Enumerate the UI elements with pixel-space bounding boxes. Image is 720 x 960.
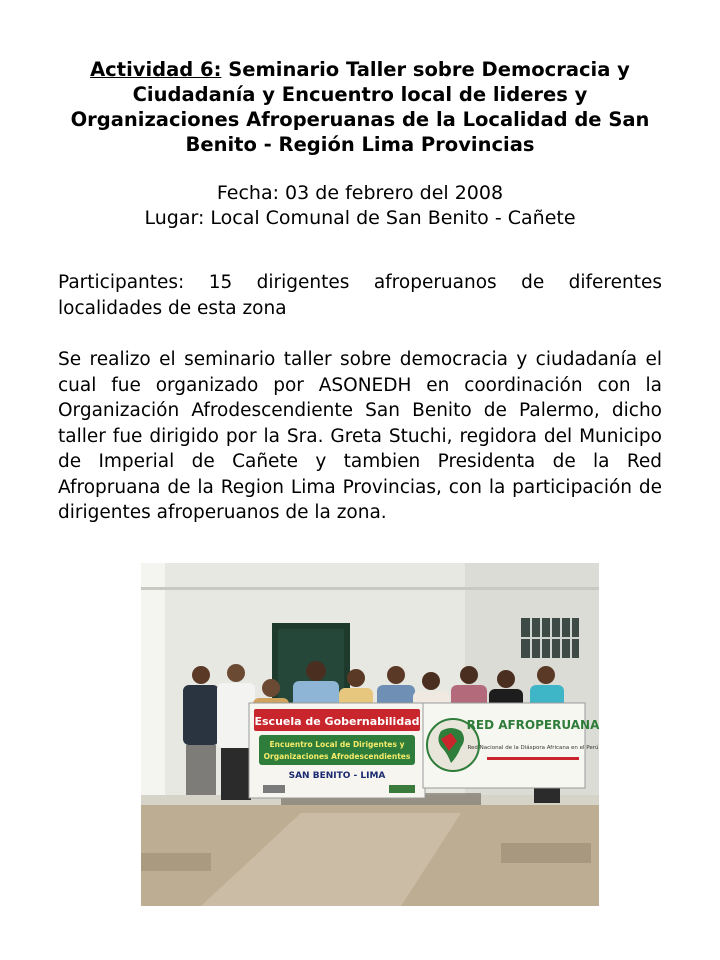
activity-title: Seminario Taller sobre Democracia y Ciudadanía y Encuentro local de lideres y Organizaciones Afroperuanas de la Localidad de San Benito - Región Lima Provincias <box>70 58 650 156</box>
group-photo <box>141 563 599 906</box>
event-location: Lugar: Local Comunal de San Benito - Cañete <box>144 207 576 229</box>
event-date: Fecha: 03 de febrero del 2008 <box>216 182 504 204</box>
document-title <box>60 57 660 157</box>
banner-red-title: RED AFROPERUANA <box>466 718 599 732</box>
activity-number: Actividad 6: <box>90 58 222 81</box>
participants-paragraph: Participantes: 15 dirigentes afroperuanos de diferentes localidades de esta zona <box>58 272 662 319</box>
banner-escuela-title: Escuela de Gobernabilidad <box>254 715 420 728</box>
banner-escuela <box>249 703 425 798</box>
banner-red-subtitle: Red Nacional de la Diáspora Africana en el Perú <box>467 745 599 751</box>
banner-escuela-line2: Organizaciones Afrodescendientes <box>263 752 411 761</box>
banner-red-afroperuana <box>423 703 599 788</box>
banner-escuela-line1: Encuentro Local de Dirigentes y <box>269 740 405 749</box>
event-details <box>60 181 660 231</box>
description-paragraph: Se realizo el seminario taller sobre democracia y ciudadanía el cual fue organizado por ASONEDH en coordinación con la Organización Afrodescendiente San Benito de Palermo, dicho taller fue dirigido por la Sra. Greta Stuchi, regidora del Municipo de Imperial de Cañete y tambien Presidenta de la Red Afropruana de la Region Lima Provincias, con la participación de dirigentes afroperuanos de la zona. <box>58 349 662 523</box>
banner-escuela-place: SAN BENITO - LIMA <box>288 771 386 781</box>
